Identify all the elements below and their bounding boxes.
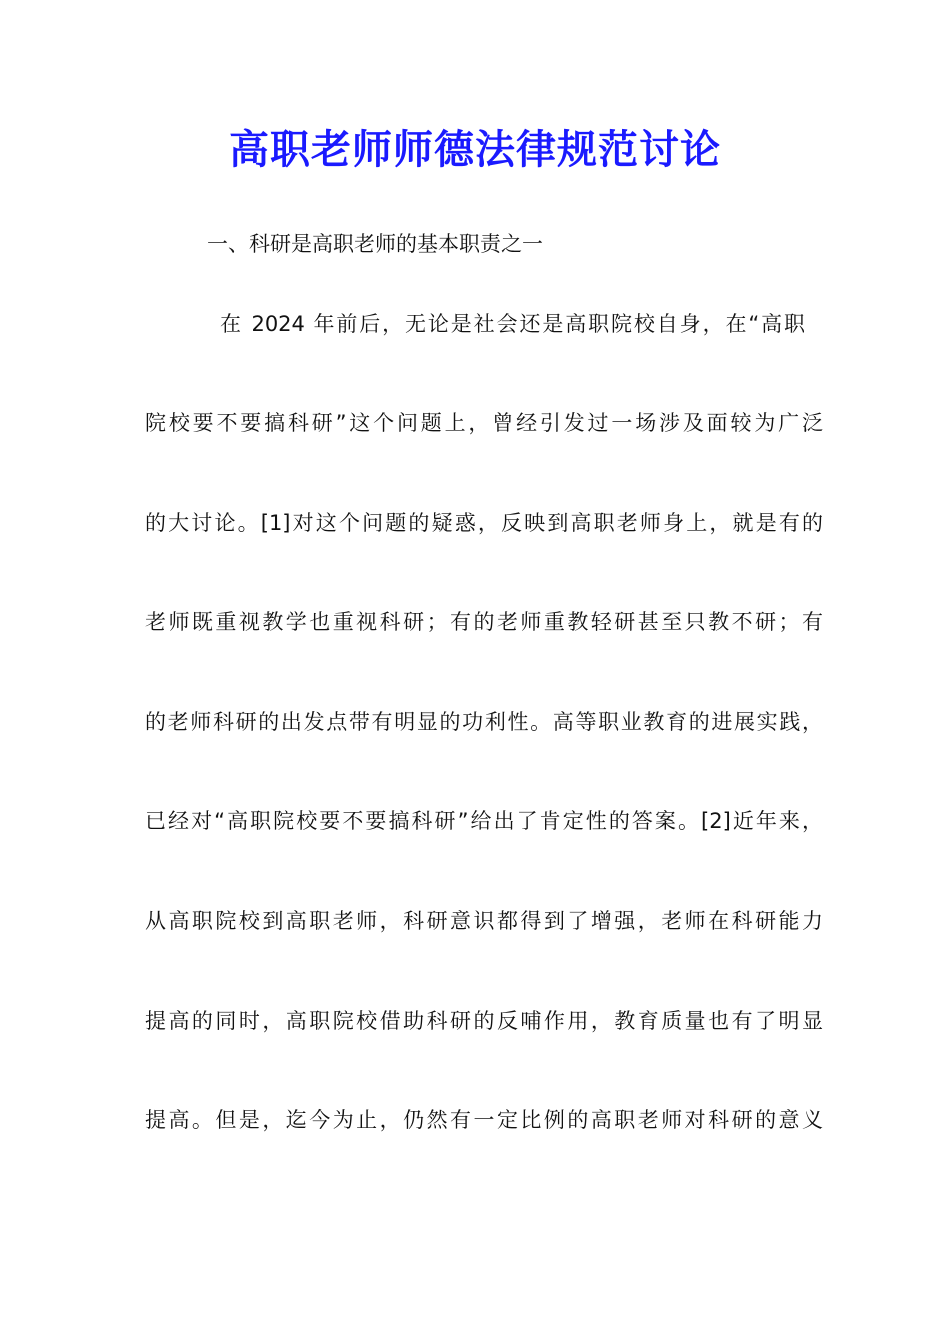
paragraph-line: 的大讨论。[1]对这个问题的疑惑，反映到高职老师身上，就是有的 (145, 511, 823, 535)
paragraph-line: 提高的同时，高职院校借助科研的反哺作用，教育质量也有了明显 (145, 1009, 823, 1033)
document-title: 高职老师师德法律规范讨论 (229, 126, 721, 173)
paragraph-line: 提高。但是，迄今为止，仍然有一定比例的高职老师对科研的意义 (145, 1108, 823, 1132)
section-heading: 一、科研是高职老师的基本职责之一 (207, 232, 543, 256)
paragraph-line: 在 2024 年前后，无论是社会还是高职院校自身，在“高职 (220, 312, 805, 336)
paragraph-line: 老师既重视教学也重视科研；有的老师重教轻研甚至只教不研；有 (145, 610, 823, 634)
paragraph-line: 从高职院校到高职老师，科研意识都得到了增强，老师在科研能力 (145, 909, 823, 933)
paragraph-line: 已经对“高职院校要不要搞科研”给出了肯定性的答案。[2]近年来， (145, 809, 823, 833)
paragraph-line: 院校要不要搞科研”这个问题上，曾经引发过一场涉及面较为广泛 (145, 411, 823, 435)
paragraph-line: 的老师科研的出发点带有明显的功利性。高等职业教育的进展实践， (145, 710, 823, 734)
